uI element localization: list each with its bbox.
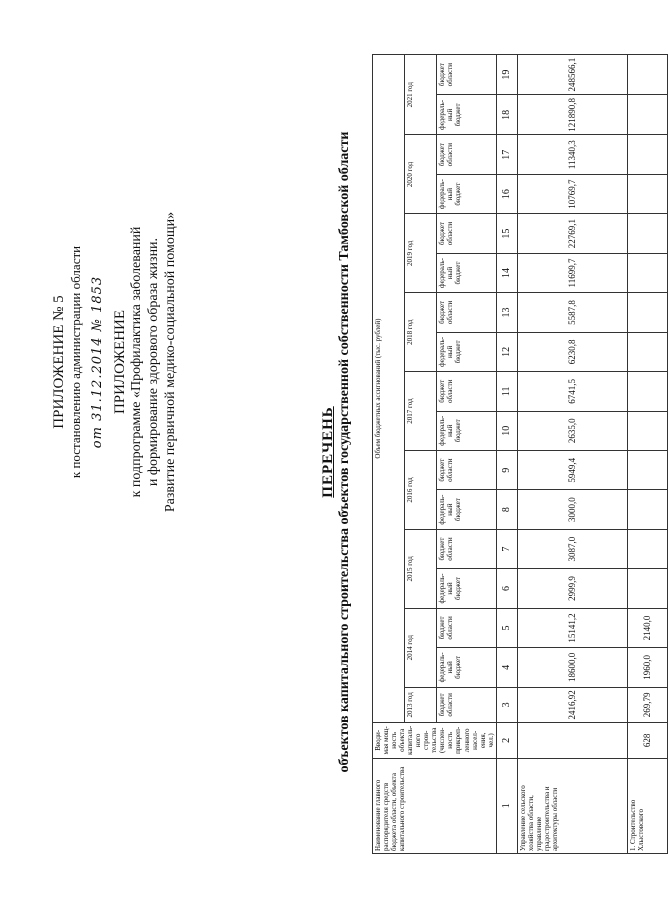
- header-cell-volume: Объем бюджетных ассигнований (тыс. рублей): [373, 55, 405, 723]
- table-cell: [627, 135, 667, 174]
- table-cell: 22769,1: [517, 214, 627, 253]
- index-cell: 2: [496, 723, 517, 758]
- header-budget-regional: бюджет области: [436, 608, 496, 647]
- table-cell: 5587,8: [517, 293, 627, 332]
- header-budget-federal: федераль-ный бюджет: [436, 253, 496, 292]
- index-cell: 5: [496, 608, 517, 647]
- table-cell: 11699,7: [517, 253, 627, 292]
- table-cell: [627, 490, 667, 529]
- header-budget-federal: федераль-ный бюджет: [436, 648, 496, 687]
- header-budget-federal: федераль-ный бюджет: [436, 332, 496, 371]
- table-cell: 5949,4: [517, 450, 627, 489]
- table-cell: 269,79: [627, 687, 667, 723]
- table-cell: 2999,9: [517, 569, 627, 608]
- subprogram-line-2: и формирование здорового образа жизни.: [145, 237, 161, 487]
- table-row: [627, 55, 667, 854]
- header-year: 2014 год: [404, 608, 436, 687]
- header-budget-regional: бюджет области: [436, 55, 496, 95]
- table-cell: 11340,3: [517, 135, 627, 174]
- table-cell: [627, 253, 667, 292]
- header-year: 2017 год: [404, 372, 436, 451]
- index-cell: 16: [496, 174, 517, 213]
- header-year: 2013 год: [404, 687, 436, 723]
- header-budget-regional: бюджет области: [436, 214, 496, 253]
- header-budget-federal: федераль-ный бюджет: [436, 490, 496, 529]
- index-cell: 9: [496, 450, 517, 489]
- row-name: Управление сельского хозяйства области, управление градостроительства и архитектуры области: [517, 758, 627, 853]
- index-cell: 13: [496, 293, 517, 332]
- index-cell: 11: [496, 372, 517, 411]
- table-cell: [627, 372, 667, 411]
- table-cell: 18600,0: [517, 648, 627, 687]
- resolution-reference: к постановлению администрации области: [68, 245, 83, 479]
- header-budget-federal: федераль-ный бюджет: [436, 569, 496, 608]
- table-cell: [627, 411, 667, 450]
- index-cell: 4: [496, 648, 517, 687]
- header-budget-federal: федераль-ный бюджет: [436, 174, 496, 213]
- table-cell: 2635,0: [517, 411, 627, 450]
- header-year: 2019 год: [404, 214, 436, 293]
- table-cell: 248566,1: [517, 55, 627, 95]
- table-cell: 15141,2: [517, 608, 627, 647]
- header-year: 2016 год: [404, 450, 436, 529]
- table-cell: 6230,8: [517, 332, 627, 371]
- capital-construction-table: [372, 54, 668, 854]
- table-cell: 3000,0: [517, 490, 627, 529]
- table-row: [517, 55, 627, 854]
- table-cell: [627, 55, 667, 95]
- header-budget-regional: бюджет области: [436, 293, 496, 332]
- subprogram-line-1: к подпрограмме «Профилактика заболеваний: [129, 226, 145, 498]
- table-cell: [627, 293, 667, 332]
- appendix-label: ПРИЛОЖЕНИЕ: [112, 309, 129, 415]
- header-budget-federal: федераль-ный бюджет: [436, 95, 496, 135]
- handwritten-date-signature: от 31.12.2014 № 1853: [89, 275, 105, 449]
- table-cell: [627, 332, 667, 371]
- table-cell: [627, 529, 667, 568]
- document-title-block: [320, 42, 353, 862]
- index-cell: 17: [496, 135, 517, 174]
- index-cell: 1: [496, 758, 517, 853]
- table-cell: [627, 214, 667, 253]
- table-cell: [627, 569, 667, 608]
- subprogram-line-3: Развитие первичной медико-социальной помощи»: [162, 211, 178, 513]
- index-cell: 15: [496, 214, 517, 253]
- document-subtitle: объектов капитального строительства объектов государственной собственности Тамбовской области: [337, 131, 352, 773]
- table-cell: 2416,92: [517, 687, 627, 723]
- table-cell: [517, 723, 627, 758]
- header-cell-name: Наименование главного распорядителя средств бюджета области, объекта капитального строительства: [373, 758, 497, 853]
- index-cell: 8: [496, 490, 517, 529]
- header-budget-federal: федераль-ный бюджет: [436, 411, 496, 450]
- table-cell: [627, 95, 667, 135]
- index-cell: 3: [496, 687, 517, 723]
- document-title: ПЕРЕЧЕНЬ: [320, 406, 336, 498]
- index-cell: 7: [496, 529, 517, 568]
- table-cell: 1960,0: [627, 648, 667, 687]
- index-cell: 12: [496, 332, 517, 371]
- header-cell-capacity: Вводи-мая мощ-ность объекта капиталь-ного строи-тельства (числен-ность прикреп-ленного насел-ения, чел.): [373, 723, 497, 758]
- table-cell: 121890,8: [517, 95, 627, 135]
- table-cell: 628: [627, 723, 667, 758]
- table-cell: 2140,0: [627, 608, 667, 647]
- header-budget-regional: бюджет области: [436, 372, 496, 411]
- index-cell: 14: [496, 253, 517, 292]
- header-budget-regional: бюджет области: [436, 687, 496, 723]
- table-cell: [627, 174, 667, 213]
- header-year: 2021 год: [404, 55, 436, 135]
- header-budget-regional: бюджет области: [436, 450, 496, 489]
- index-cell: 10: [496, 411, 517, 450]
- header-budget-regional: бюджет области: [436, 529, 496, 568]
- index-cell: 18: [496, 95, 517, 135]
- table-cell: 10769,7: [517, 174, 627, 213]
- table-cell: [627, 450, 667, 489]
- row-name: 1. Строительство Хлыстовского: [627, 758, 667, 853]
- table-cell: 6741,5: [517, 372, 627, 411]
- header-year: 2018 год: [404, 293, 436, 372]
- appendix-number: ПРИЛОЖЕНИЕ № 5: [51, 295, 67, 429]
- header-year: 2020 год: [404, 135, 436, 214]
- table-cell: 3087,0: [517, 529, 627, 568]
- header-budget-regional: бюджет области: [436, 135, 496, 174]
- index-cell: 19: [496, 55, 517, 95]
- column-index-row: [496, 55, 517, 854]
- rotated-document: [40, 42, 653, 862]
- document-header: [50, 102, 180, 622]
- header-year: 2015 год: [404, 529, 436, 608]
- index-cell: 6: [496, 569, 517, 608]
